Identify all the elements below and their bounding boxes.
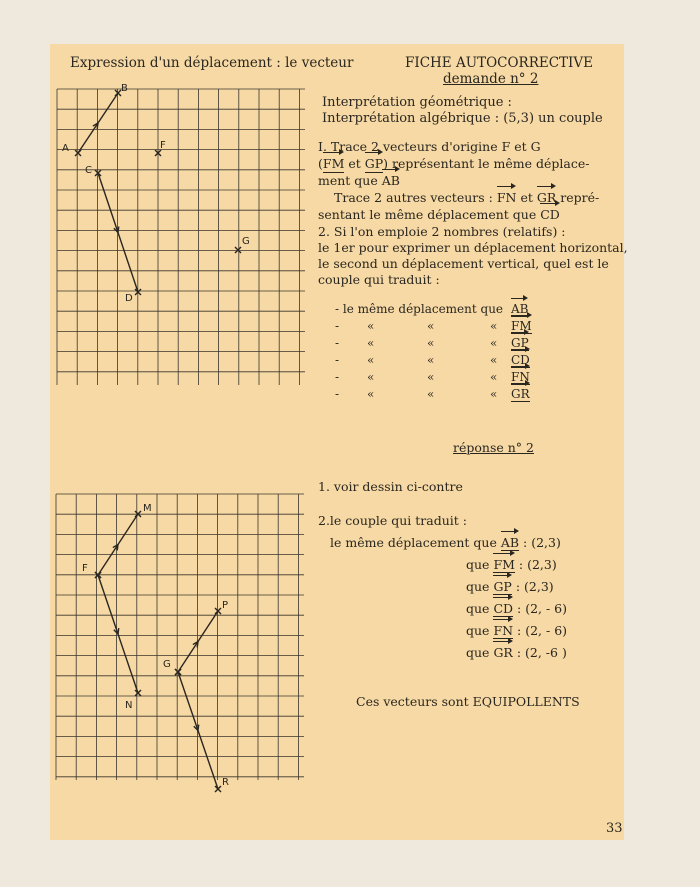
answer-vector-cd: CD	[493, 601, 514, 616]
answer-vector-ab: AB	[500, 535, 520, 550]
list-quote: «	[427, 319, 435, 333]
list-vector-gr: GR	[511, 387, 530, 401]
answer-value: : (2,3)	[518, 557, 557, 572]
answer-vector-gr: GR	[493, 645, 513, 660]
list-vector-ab: AB	[511, 302, 529, 316]
answer-vector-fn: FN	[493, 623, 514, 638]
label-b: B	[121, 83, 128, 94]
answer-value: : (2,3)	[523, 535, 561, 550]
interpretation-alg: Interprétation algébrique : (5,3) un couple	[322, 111, 603, 126]
answer-que: que	[466, 579, 490, 594]
list-dash: -	[335, 319, 340, 333]
list-dash: -	[335, 353, 340, 367]
list-vector-fn: FN	[511, 370, 530, 384]
label-d: D	[125, 293, 133, 304]
list-quote: «	[490, 387, 498, 401]
answer-vector-gp: GP	[493, 579, 512, 594]
question-1d-rest: repré-	[560, 190, 600, 205]
label-f: F	[160, 140, 166, 151]
list-quote: «	[367, 370, 375, 384]
list-quote: «	[367, 387, 375, 401]
label-n: N	[125, 700, 133, 711]
list-quote: «	[367, 353, 375, 367]
paren-open: (	[318, 156, 323, 171]
list-quote: «	[490, 319, 498, 333]
answer-first-text: le même déplacement que	[330, 535, 497, 550]
label-f2: F	[82, 563, 88, 574]
vector-ab: AB	[381, 173, 400, 188]
vector-gr: GR	[536, 190, 557, 205]
list-quote: «	[490, 353, 498, 367]
vector-gp: GP	[364, 156, 384, 171]
vector-fn: FN	[496, 190, 517, 205]
answer-que: que	[466, 623, 490, 638]
list-quote: «	[427, 370, 435, 384]
answer-value: : (2, - 6)	[517, 623, 568, 638]
label-c: C	[85, 165, 92, 176]
list-quote: «	[427, 336, 435, 350]
list-quote: «	[490, 370, 498, 384]
answer-que: que	[466, 557, 490, 572]
question-1a: I. Trace 2 vecteurs d'origine F et G	[318, 139, 541, 154]
list-first-text: - le même déplacement que	[335, 302, 504, 316]
label-g: G	[242, 236, 250, 247]
conj-et: et	[348, 156, 361, 171]
answer-row	[330, 535, 561, 551]
list-dash: -	[335, 336, 340, 350]
label-g2: G	[163, 659, 171, 670]
answer-que: que	[466, 601, 490, 616]
question-2c: le second un déplacement vertical, quel est le	[318, 256, 609, 271]
question-1d-text: Trace 2 autres vecteurs :	[334, 190, 493, 205]
answer-value: : (2, - 6)	[517, 601, 568, 616]
question-1b	[318, 156, 589, 173]
demande-subtitle: demande n° 2	[443, 71, 539, 87]
page-title: Expression d'un déplacement : le vecteur	[70, 55, 354, 71]
label-r: R	[222, 777, 229, 788]
question-1c	[318, 173, 400, 189]
label-a: A	[62, 143, 69, 154]
answer-row	[466, 623, 567, 639]
conclusion: Ces vecteurs sont EQUIPOLLENTS	[356, 694, 580, 709]
question-2a: 2. Si l'on emploie 2 nombres (relatifs) :	[318, 224, 566, 239]
question-2b: le 1er pour exprimer un déplacement horizontal,	[318, 240, 628, 255]
label-p: P	[222, 600, 229, 611]
answer-row	[466, 557, 557, 573]
question-2d: couple qui traduit :	[318, 272, 440, 287]
answer-que: que	[466, 645, 490, 660]
reponse-1: 1. voir dessin ci-contre	[318, 479, 463, 494]
question-1b-rest: ) représentant le même déplace-	[383, 156, 590, 171]
sheet-title: FICHE AUTOCORRECTIVE	[405, 55, 593, 71]
page-number: 33	[606, 821, 623, 836]
conj-et-2: et	[520, 190, 533, 205]
answer-value: : (2,3)	[515, 579, 554, 594]
list-dash: -	[335, 387, 340, 401]
vector-fn-line-arrowhead	[118, 628, 119, 634]
list-quote: «	[427, 387, 435, 401]
answer-value: : (2, -6 )	[516, 645, 567, 660]
question-1e	[318, 207, 560, 223]
question-1e-text: sentant le même déplacement que	[318, 207, 537, 222]
label-m: M	[143, 503, 152, 514]
answer-row	[466, 645, 567, 660]
vector-cd: CD	[540, 207, 560, 222]
vector-gr-line-arrowhead	[198, 725, 199, 731]
list-dash: -	[335, 370, 340, 384]
answer-vector-fm: FM	[493, 557, 515, 572]
list-vector-cd: CD	[511, 353, 530, 367]
list-vector-gp: GP	[511, 336, 529, 350]
list-quote: «	[367, 336, 375, 350]
answer-row	[466, 579, 554, 595]
list-quote: «	[367, 319, 375, 333]
list-vector-fm: FM	[511, 319, 532, 333]
answer-row	[466, 601, 567, 617]
vector-fm: FM	[322, 156, 345, 171]
list-quote: «	[427, 353, 435, 367]
reponse-title: réponse n° 2	[453, 440, 534, 455]
list-quote: «	[490, 336, 498, 350]
interpretation-geo: Interprétation géométrique :	[322, 95, 512, 110]
question-1c-text: ment que	[318, 173, 378, 188]
reponse-2: 2.le couple qui traduit :	[318, 513, 467, 528]
